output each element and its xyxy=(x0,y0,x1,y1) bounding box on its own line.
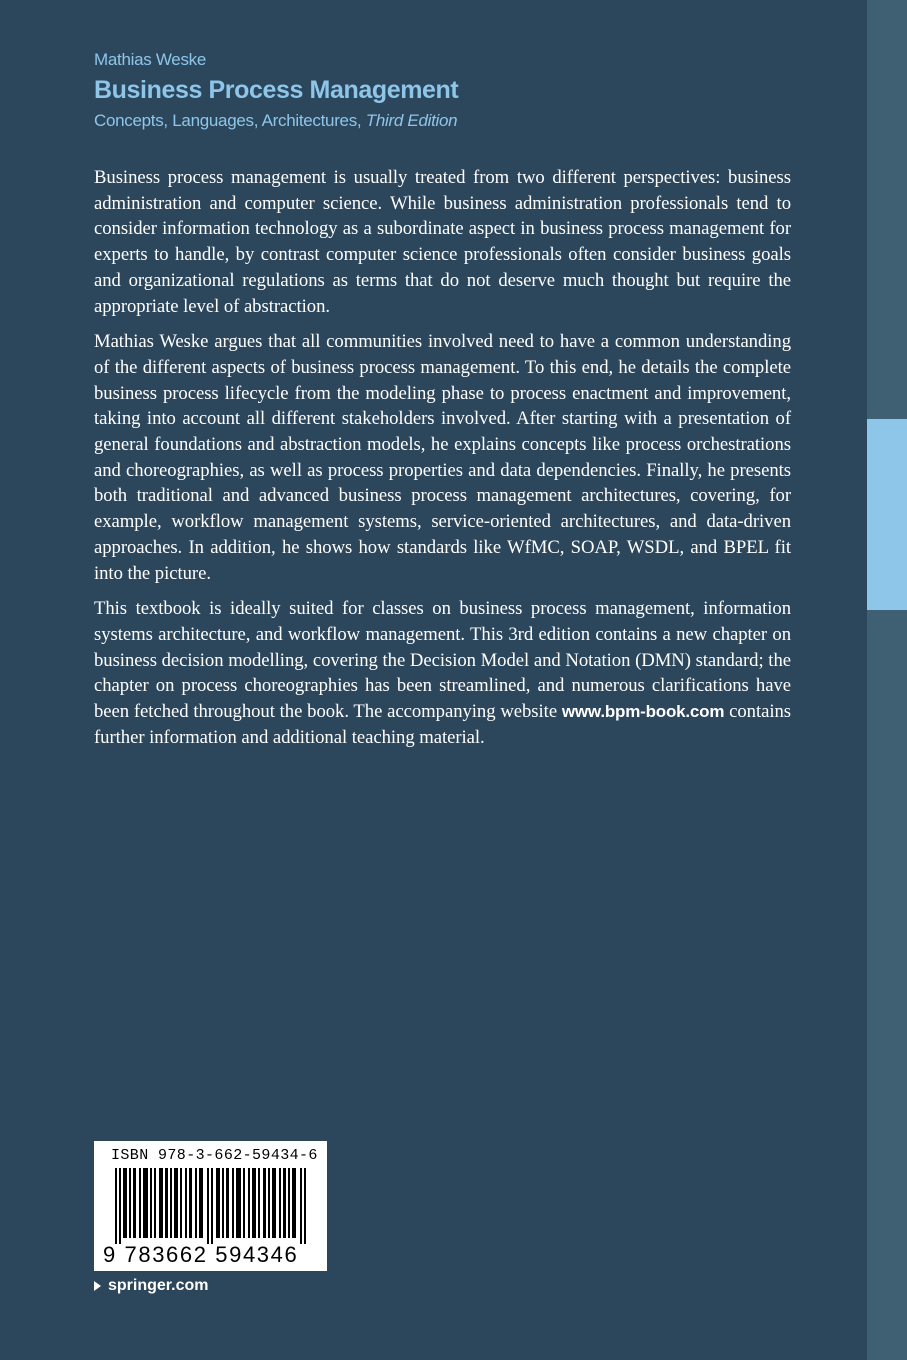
blurb-paragraph-3 xyxy=(94,596,791,750)
blurb-paragraph-3-text: This textbook is ideally suited for classes on business process management, information systems architecture, and workflow management. This 3rd edition contains a new chapter on business decision modelling, covering the Decision Model and Notation (DMN) standard; the chapter on process choreographies has been streamlined, and numerous clarifications have been fetched throughout the book. The accompanying website xyxy=(94,598,791,723)
book-header xyxy=(94,47,814,134)
spine-strip xyxy=(867,0,907,1360)
arrow-right-icon xyxy=(94,1281,101,1291)
author-name: Mathias Weske xyxy=(94,50,206,69)
publisher-link-text[interactable]: springer.com xyxy=(108,1277,209,1294)
book-subtitle xyxy=(94,108,814,134)
isbn-barcode xyxy=(94,1141,327,1271)
blurb-paragraph-2: Mathias Weske argues that all communities involved need to have a common understanding of the different aspects of business process management. To this end, he details the complete business process lifecycle from the modeling phase to process enactment and improvement, taking into account all different stakeholders involved. After starting with a presentation of general foundations and abstraction models, he explains concepts like process orchestrations and choreographies, as well as process properties and data dependencies. Finally, he presents both traditional and advanced business process management architectures, covering, for example, workflow management systems, service-oriented architectures, and data-driven approaches. In addition, he shows how standards like WfMC, SOAP, WSDL, and BPEL fit into the picture. xyxy=(94,331,791,584)
book-title: Business Process Management xyxy=(94,76,459,104)
spine-tab xyxy=(867,419,907,610)
subtitle-main: Concepts, Languages, Architectures, xyxy=(94,111,362,130)
barcode-bars xyxy=(111,1168,310,1244)
website-link[interactable]: www.bpm-book.com xyxy=(561,702,725,722)
blurb xyxy=(94,165,791,760)
isbn-label: ISBN 978-3-662-59434-6 xyxy=(111,1147,318,1164)
blurb-paragraph-1: Business process management is usually treated from two different perspectives: business administration and computer science. While business administration professionals tend to consider information technology as a subordinate aspect in business process management for experts to handle, by contrast computer science professionals often consider business goals and organizational regulations as terms that do not deserve much thought but require the appropriate level of abstraction. xyxy=(94,167,791,317)
subtitle-edition: Third Edition xyxy=(365,111,458,130)
barcode-digits: 9 783662 594346 xyxy=(103,1242,299,1267)
publisher-link[interactable] xyxy=(94,1276,208,1296)
blurb-paragraph-3-suffix: contains further information and additional teaching material. xyxy=(94,701,792,748)
